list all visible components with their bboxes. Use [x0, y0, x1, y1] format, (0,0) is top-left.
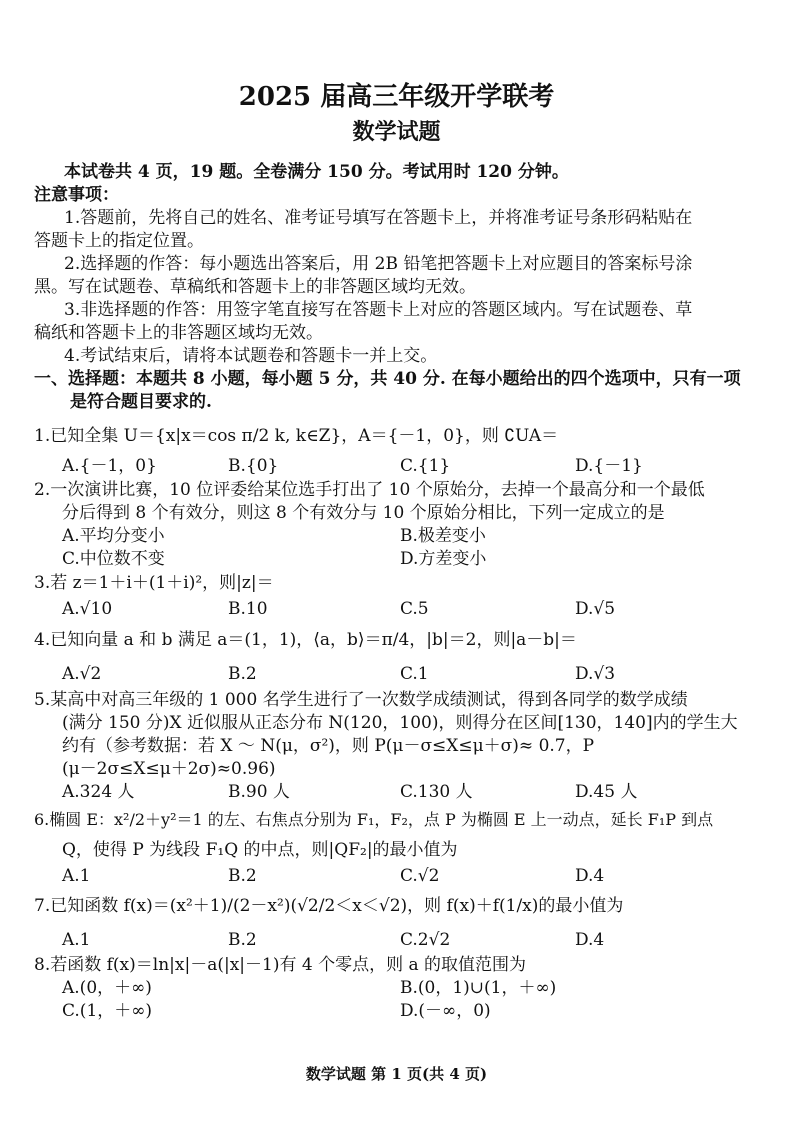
question-2-stem-cont: 分后得到 8 个有效分，则这 8 个有效分与 10 个原始分相比，下列一定成立的是	[62, 503, 665, 523]
option-d: D.45 人	[575, 782, 638, 802]
notice-line: 1.答题前，先将自己的姓名、准考证号填写在答题卡上，并将准考证号条形码粘贴在	[64, 208, 693, 228]
option-c: C.130 人	[400, 782, 473, 802]
page-footer: 数学试题 第 1 页(共 4 页)	[305, 1065, 488, 1083]
option-b: B.2	[228, 866, 257, 886]
notice-heading: 注意事项：	[34, 185, 119, 205]
exam-title: 2025 届高三年级开学联考	[238, 82, 555, 112]
option-b: B.90 人	[228, 782, 290, 802]
option-a: A.324 人	[62, 782, 135, 802]
question-6-stem-cont: Q，使得 P 为线段 F₁Q 的中点，则|QF₂|的最小值为	[62, 840, 458, 860]
option-b: B.10	[228, 599, 268, 619]
option-d: D.4	[575, 866, 605, 886]
option-a: A.√10	[62, 599, 113, 619]
option-c: C.(1，＋∞)	[62, 1001, 153, 1021]
notice-line: 4.考试结束后，请将本试题卷和答题卡一并上交。	[64, 346, 438, 366]
section-heading: 是符合题目要求的.	[70, 392, 212, 412]
option-a: A.(0，＋∞)	[62, 978, 152, 998]
option-b: B.2	[228, 930, 257, 950]
question-3-stem: 3.若 z＝1＋i＋(1＋i)²，则|z|＝	[34, 573, 274, 593]
notice-line: 3.非选择题的作答：用签字笔直接写在答题卡上对应的答题区域内。写在试题卷、草	[64, 300, 693, 320]
option-d: D.√3	[575, 664, 616, 684]
question-6-stem: 6.椭圆 E：x²/2＋y²＝1 的左、右焦点分别为 F₁，F₂，点 P 为椭圆 E 上一动点，延长 F₁P 到点	[34, 810, 714, 829]
option-a: A.√2	[62, 664, 102, 684]
question-5-stem: 5.某高中对高三年级的 1 000 名学生进行了一次数学成绩测试，得到各同学的数学成绩	[34, 690, 688, 710]
notice-line: 黑。写在试题卷、草稿纸和答题卡上的非答题区域均无效。	[34, 277, 476, 297]
question-2-stem: 2.一次演讲比赛，10 位评委给某位选手打出了 10 个原始分，去掉一个最高分和一个最低	[34, 480, 705, 500]
option-d: D.4	[575, 930, 605, 950]
option-b: B.2	[228, 664, 257, 684]
exam-subtitle: 数学试题	[352, 119, 441, 145]
section-heading: 一、选择题：本题共 8 小题，每小题 5 分，共 40 分. 在每小题给出的四个选项中，只有一项	[34, 369, 741, 389]
option-a: A.{－1，0}	[62, 456, 157, 476]
option-c: C.2√2	[400, 930, 451, 950]
option-b: B.极差变小	[400, 526, 486, 546]
option-b: B.{0}	[228, 456, 279, 476]
option-c: C.中位数不变	[62, 549, 165, 569]
option-d: D.方差变小	[400, 549, 487, 569]
exam-intro: 本试卷共 4 页，19 题。全卷满分 150 分。考试用时 120 分钟。	[64, 162, 569, 182]
option-b: B.(0，1)∪(1，＋∞)	[400, 978, 557, 998]
option-c: C.√2	[400, 866, 440, 886]
question-4-stem: 4.已知向量 a 和 b 满足 a＝(1，1)，⟨a，b⟩＝π/4，|b|＝2，则|a－b|＝	[34, 630, 577, 650]
option-c: C.{1}	[400, 456, 451, 476]
notice-line: 2.选择题的作答：每小题选出答案后，用 2B 铅笔把答题卡上对应题目的答案标号涂	[64, 254, 693, 274]
option-a: A.平均分变小	[62, 526, 165, 546]
option-c: C.5	[400, 599, 429, 619]
notice-line: 稿纸和答题卡上的非答题区域均无效。	[34, 323, 323, 343]
notice-line: 答题卡上的指定位置。	[34, 231, 204, 251]
question-7-stem: 7.已知函数 f(x)＝(x²＋1)/(2－x²)(√2/2＜x＜√2)，则 f(x)＋f(1/x)的最小值为	[34, 896, 624, 916]
option-a: A.1	[62, 930, 91, 950]
question-5-stem-cont: (满分 150 分)X 近似服从正态分布 N(120，100)，则得分在区间[130，140]内的学生大	[62, 713, 738, 733]
question-8-stem: 8.若函数 f(x)＝ln|x|－a(|x|－1)有 4 个零点，则 a 的取值范围为	[34, 955, 527, 975]
option-d: D.(－∞，0)	[400, 1001, 491, 1021]
question-5-stem-cont: (μ－2σ≤X≤μ＋2σ)≈0.96)	[62, 759, 276, 779]
question-1-stem: 1.已知全集 U＝{x|x＝cos π/2 k, k∈Z}，A＝{－1，0}，则 ∁UA＝	[34, 426, 559, 446]
question-5-stem-cont: 约有（参考数据：若 X ～ N(μ，σ²)，则 P(μ－σ≤X≤μ＋σ)≈ 0.7，P	[62, 736, 595, 756]
option-c: C.1	[400, 664, 429, 684]
option-d: D.{－1}	[575, 456, 643, 476]
option-a: A.1	[62, 866, 91, 886]
option-d: D.√5	[575, 599, 616, 619]
